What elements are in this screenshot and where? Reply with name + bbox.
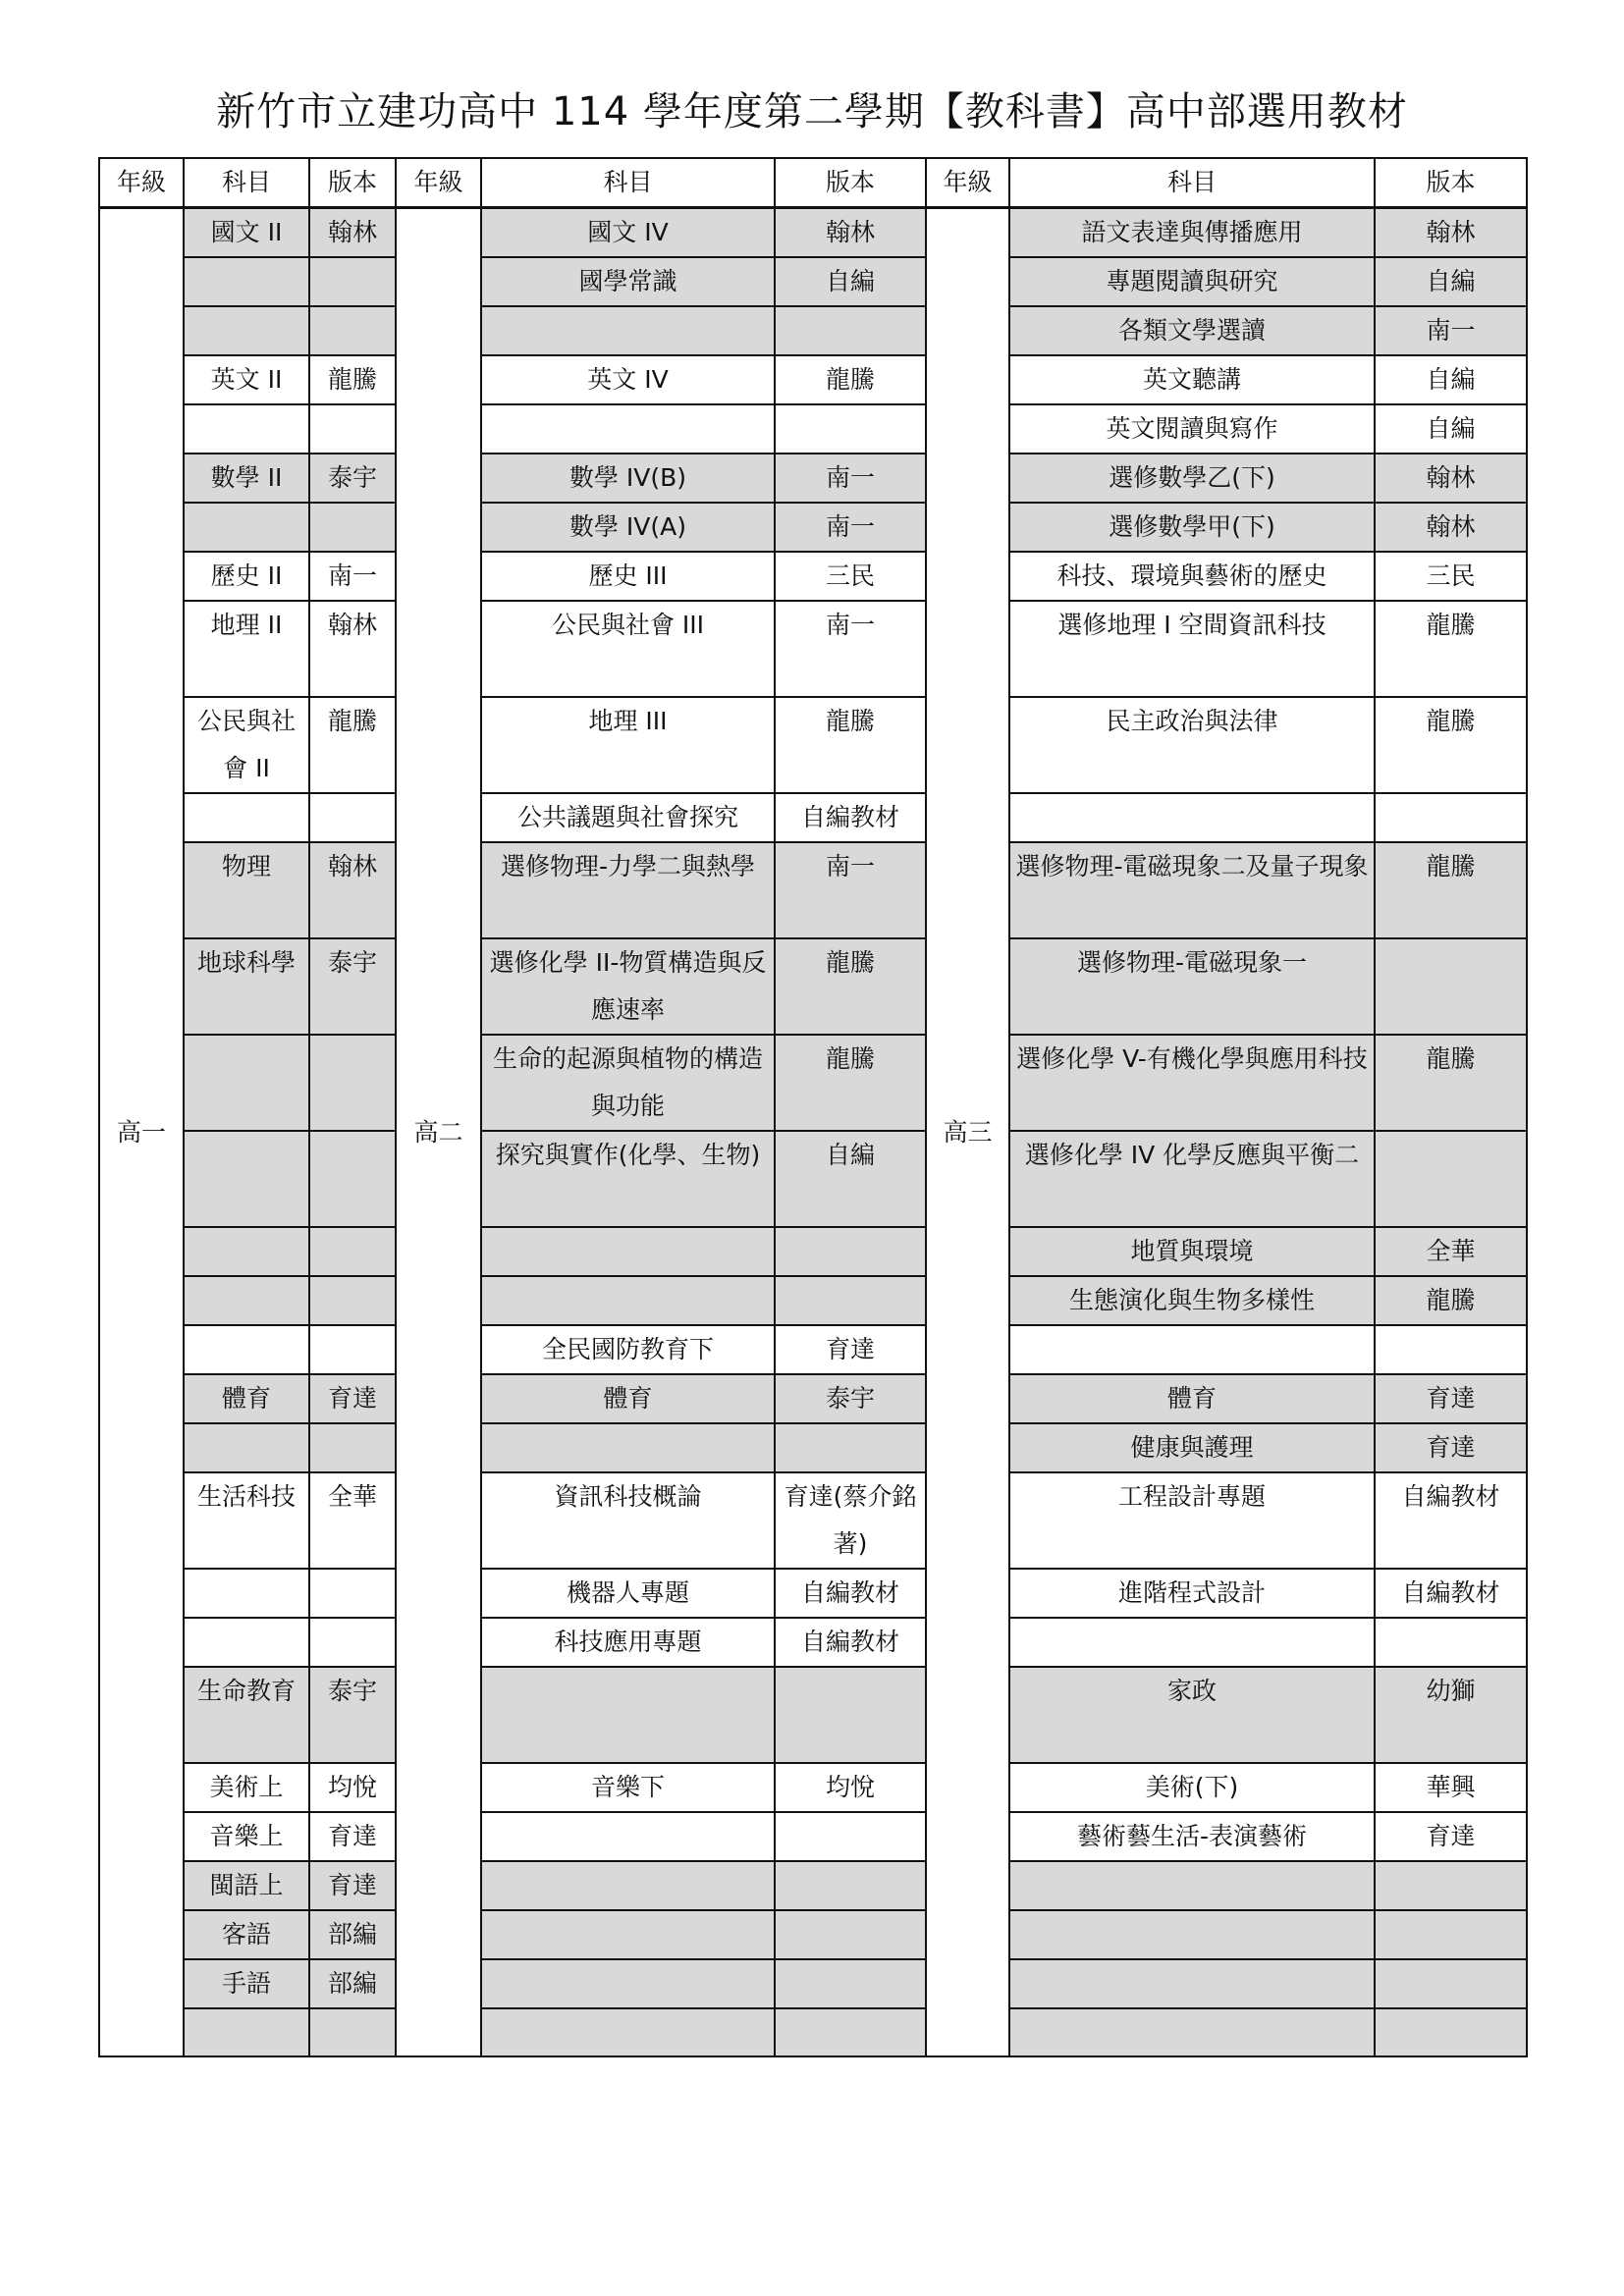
textbook-table: [98, 157, 1528, 2057]
table-row: [99, 208, 1527, 258]
publisher-cell: 南一: [775, 503, 926, 552]
publisher-cell: 泰宇: [775, 1374, 926, 1423]
table-row: [99, 355, 1527, 404]
publisher-cell: [1375, 938, 1527, 1035]
subject-cell: 體育: [184, 1374, 309, 1423]
subject-cell: [1009, 2008, 1375, 2056]
publisher-cell: 育達(蔡介銘著): [775, 1472, 926, 1569]
publisher-cell: 龍騰: [1375, 1276, 1527, 1325]
publisher-cell: 幼獅: [1375, 1667, 1527, 1763]
publisher-cell: 自編: [775, 257, 926, 306]
publisher-cell: 龍騰: [775, 938, 926, 1035]
subject-cell: 國文 II: [184, 208, 309, 258]
subject-cell: [184, 1569, 309, 1618]
subject-cell: 機器人專題: [481, 1569, 775, 1618]
publisher-cell: 翰林: [1375, 503, 1527, 552]
grade-cell: 高三: [926, 208, 1009, 2057]
subject-cell: 客語: [184, 1910, 309, 1959]
publisher-cell: 泰宇: [309, 938, 396, 1035]
publisher-cell: 部編: [309, 1910, 396, 1959]
publisher-cell: 龍騰: [1375, 697, 1527, 793]
publisher-cell: 泰宇: [309, 1667, 396, 1763]
publisher-cell: [1375, 1959, 1527, 2008]
subject-cell: [184, 1276, 309, 1325]
publisher-cell: [1375, 1131, 1527, 1227]
subject-cell: 生活科技: [184, 1472, 309, 1569]
publisher-cell: [1375, 1325, 1527, 1374]
publisher-cell: [1375, 793, 1527, 842]
subject-cell: 選修物理-電磁現象一: [1009, 938, 1375, 1035]
subject-cell: [1009, 793, 1375, 842]
subject-cell: [1009, 1910, 1375, 1959]
subject-cell: 生命的起源與植物的構造與功能: [481, 1035, 775, 1131]
subject-cell: [481, 306, 775, 355]
publisher-cell: 自編教材: [1375, 1472, 1527, 1569]
subject-cell: [1009, 1325, 1375, 1374]
table-row: [99, 306, 1527, 355]
publisher-cell: 育達: [309, 1374, 396, 1423]
table-row: [99, 1472, 1527, 1569]
publisher-cell: [775, 306, 926, 355]
table-row: [99, 793, 1527, 842]
subject-cell: 選修化學 II-物質構造與反應速率: [481, 938, 775, 1035]
table-row: [99, 1763, 1527, 1812]
subject-cell: 公共議題與社會探究: [481, 793, 775, 842]
publisher-cell: 翰林: [1375, 208, 1527, 258]
table-row: [99, 1423, 1527, 1472]
publisher-cell: 育達: [1375, 1812, 1527, 1861]
publisher-cell: 育達: [309, 1812, 396, 1861]
grade-cell: 高一: [99, 208, 184, 2057]
publisher-cell: [775, 1276, 926, 1325]
subject-cell: [184, 1325, 309, 1374]
subject-cell: 國文 IV: [481, 208, 775, 258]
publisher-cell: [775, 2008, 926, 2056]
subject-cell: [481, 1959, 775, 2008]
subject-cell: [184, 1618, 309, 1667]
subject-cell: 語文表達與傳播應用: [1009, 208, 1375, 258]
publisher-cell: 自編教材: [775, 793, 926, 842]
subject-cell: [481, 1861, 775, 1910]
publisher-cell: 自編: [775, 1131, 926, 1227]
publisher-cell: 部編: [309, 1959, 396, 2008]
publisher-cell: 育達: [1375, 1423, 1527, 1472]
subject-cell: 選修物理-電磁現象二及量子現象: [1009, 842, 1375, 938]
subject-cell: [1009, 1861, 1375, 1910]
table-row: [99, 1861, 1527, 1910]
subject-cell: [481, 1667, 775, 1763]
publisher-cell: 自編: [1375, 404, 1527, 454]
publisher-cell: 均悅: [775, 1763, 926, 1812]
subject-cell: 地質與環境: [1009, 1227, 1375, 1276]
publisher-cell: 全華: [1375, 1227, 1527, 1276]
table-row: [99, 454, 1527, 503]
publisher-cell: 翰林: [309, 842, 396, 938]
publisher-cell: 龍騰: [1375, 842, 1527, 938]
header-subject: 科目: [481, 158, 775, 208]
table-body: [99, 208, 1527, 2057]
table-row: [99, 1812, 1527, 1861]
subject-cell: 選修物理-力學二與熱學: [481, 842, 775, 938]
publisher-cell: 自編教材: [1375, 1569, 1527, 1618]
subject-cell: 專題閱讀與研究: [1009, 257, 1375, 306]
publisher-cell: [309, 257, 396, 306]
subject-cell: 數學 II: [184, 454, 309, 503]
table-row: [99, 2008, 1527, 2056]
subject-cell: 資訊科技概論: [481, 1472, 775, 1569]
subject-cell: 選修化學 IV 化學反應與平衡二: [1009, 1131, 1375, 1227]
header-grade: 年級: [396, 158, 481, 208]
publisher-cell: [309, 1227, 396, 1276]
publisher-cell: [309, 1569, 396, 1618]
subject-cell: [1009, 1618, 1375, 1667]
publisher-cell: [309, 404, 396, 454]
publisher-cell: 自編教材: [775, 1618, 926, 1667]
header-row: [99, 158, 1527, 208]
header-subject: 科目: [184, 158, 309, 208]
publisher-cell: [775, 1861, 926, 1910]
publisher-cell: [1375, 2008, 1527, 2056]
table-row: [99, 1959, 1527, 2008]
subject-cell: [184, 2008, 309, 2056]
subject-cell: 民主政治與法律: [1009, 697, 1375, 793]
subject-cell: 藝術藝生活-表演藝術: [1009, 1812, 1375, 1861]
subject-cell: 數學 IV(A): [481, 503, 775, 552]
subject-cell: 音樂上: [184, 1812, 309, 1861]
publisher-cell: 龍騰: [309, 697, 396, 793]
publisher-cell: [309, 503, 396, 552]
publisher-cell: 翰林: [1375, 454, 1527, 503]
publisher-cell: 育達: [775, 1325, 926, 1374]
subject-cell: 音樂下: [481, 1763, 775, 1812]
publisher-cell: [309, 1035, 396, 1131]
subject-cell: [481, 404, 775, 454]
publisher-cell: 自編教材: [775, 1569, 926, 1618]
subject-cell: [184, 1227, 309, 1276]
subject-cell: 科技應用專題: [481, 1618, 775, 1667]
table-row: [99, 601, 1527, 697]
subject-cell: [184, 1131, 309, 1227]
publisher-cell: 全華: [309, 1472, 396, 1569]
subject-cell: 地理 III: [481, 697, 775, 793]
publisher-cell: 南一: [775, 454, 926, 503]
table-row: [99, 1618, 1527, 1667]
publisher-cell: 龍騰: [775, 355, 926, 404]
header-grade: 年級: [926, 158, 1009, 208]
header-subject: 科目: [1009, 158, 1375, 208]
document-title: 新竹市立建功高中 114 學年度第二學期【教科書】高中部選用教材: [216, 89, 1408, 134]
subject-cell: 公民與社會 III: [481, 601, 775, 697]
table-row: [99, 257, 1527, 306]
subject-cell: [184, 503, 309, 552]
subject-cell: [481, 1276, 775, 1325]
publisher-cell: [775, 1910, 926, 1959]
subject-cell: [481, 1423, 775, 1472]
publisher-cell: [775, 1227, 926, 1276]
subject-cell: 美術上: [184, 1763, 309, 1812]
table-row: [99, 1374, 1527, 1423]
publisher-cell: 南一: [775, 842, 926, 938]
table-row: [99, 1276, 1527, 1325]
subject-cell: [184, 257, 309, 306]
header-publisher: 版本: [309, 158, 396, 208]
publisher-cell: [309, 306, 396, 355]
publisher-cell: 翰林: [309, 208, 396, 258]
table-row: [99, 552, 1527, 601]
table-row: [99, 1131, 1527, 1227]
header-publisher: 版本: [775, 158, 926, 208]
subject-cell: 英文 IV: [481, 355, 775, 404]
subject-cell: 英文閱讀與寫作: [1009, 404, 1375, 454]
publisher-cell: [775, 404, 926, 454]
subject-cell: 國學常識: [481, 257, 775, 306]
publisher-cell: 三民: [1375, 552, 1527, 601]
subject-cell: 各類文學選讀: [1009, 306, 1375, 355]
subject-cell: [184, 1035, 309, 1131]
publisher-cell: 育達: [1375, 1374, 1527, 1423]
subject-cell: 家政: [1009, 1667, 1375, 1763]
subject-cell: 工程設計專題: [1009, 1472, 1375, 1569]
subject-cell: 選修數學甲(下): [1009, 503, 1375, 552]
publisher-cell: [309, 1131, 396, 1227]
subject-cell: 選修化學 V-有機化學與應用科技: [1009, 1035, 1375, 1131]
subject-cell: [184, 1423, 309, 1472]
subject-cell: 歷史 III: [481, 552, 775, 601]
subject-cell: 英文聽講: [1009, 355, 1375, 404]
header-grade: 年級: [99, 158, 184, 208]
subject-cell: 公民與社會 II: [184, 697, 309, 793]
subject-cell: [481, 2008, 775, 2056]
publisher-cell: 華興: [1375, 1763, 1527, 1812]
table-row: [99, 404, 1527, 454]
publisher-cell: 自編: [1375, 257, 1527, 306]
subject-cell: 體育: [481, 1374, 775, 1423]
publisher-cell: 龍騰: [775, 1035, 926, 1131]
publisher-cell: 龍騰: [1375, 1035, 1527, 1131]
publisher-cell: 龍騰: [1375, 601, 1527, 697]
table-row: [99, 1325, 1527, 1374]
subject-cell: 科技、環境與藝術的歷史: [1009, 552, 1375, 601]
publisher-cell: 自編: [1375, 355, 1527, 404]
publisher-cell: 三民: [775, 552, 926, 601]
publisher-cell: [309, 1325, 396, 1374]
subject-cell: 歷史 II: [184, 552, 309, 601]
subject-cell: 體育: [1009, 1374, 1375, 1423]
subject-cell: 生命教育: [184, 1667, 309, 1763]
publisher-cell: 育達: [309, 1861, 396, 1910]
subject-cell: [481, 1227, 775, 1276]
header-publisher: 版本: [1375, 158, 1527, 208]
subject-cell: 地球科學: [184, 938, 309, 1035]
grade-cell: 高二: [396, 208, 481, 2057]
subject-cell: [481, 1812, 775, 1861]
publisher-cell: 南一: [775, 601, 926, 697]
publisher-cell: [1375, 1861, 1527, 1910]
publisher-cell: 龍騰: [775, 697, 926, 793]
publisher-cell: 泰宇: [309, 454, 396, 503]
publisher-cell: [309, 793, 396, 842]
table-row: [99, 697, 1527, 793]
publisher-cell: [775, 1423, 926, 1472]
subject-cell: [184, 793, 309, 842]
table-row: [99, 1227, 1527, 1276]
subject-cell: 健康與護理: [1009, 1423, 1375, 1472]
subject-cell: 探究與實作(化學、生物): [481, 1131, 775, 1227]
subject-cell: 進階程式設計: [1009, 1569, 1375, 1618]
subject-cell: 選修數學乙(下): [1009, 454, 1375, 503]
subject-cell: [184, 404, 309, 454]
subject-cell: 美術(下): [1009, 1763, 1375, 1812]
table-row: [99, 503, 1527, 552]
subject-cell: 數學 IV(B): [481, 454, 775, 503]
publisher-cell: [309, 1618, 396, 1667]
table-row: [99, 1035, 1527, 1131]
publisher-cell: [775, 1812, 926, 1861]
subject-cell: 手語: [184, 1959, 309, 2008]
subject-cell: [184, 306, 309, 355]
publisher-cell: [1375, 1910, 1527, 1959]
subject-cell: 全民國防教育下: [481, 1325, 775, 1374]
table-row: [99, 938, 1527, 1035]
table-row: [99, 1569, 1527, 1618]
table-row: [99, 1910, 1527, 1959]
publisher-cell: [309, 2008, 396, 2056]
publisher-cell: 南一: [1375, 306, 1527, 355]
table-row: [99, 842, 1527, 938]
publisher-cell: [309, 1276, 396, 1325]
subject-cell: 物理: [184, 842, 309, 938]
publisher-cell: 均悅: [309, 1763, 396, 1812]
publisher-cell: [1375, 1618, 1527, 1667]
table-row: [99, 1667, 1527, 1763]
publisher-cell: 翰林: [775, 208, 926, 258]
subject-cell: [1009, 1959, 1375, 2008]
subject-cell: 生態演化與生物多樣性: [1009, 1276, 1375, 1325]
publisher-cell: [775, 1667, 926, 1763]
publisher-cell: 龍騰: [309, 355, 396, 404]
subject-cell: 閩語上: [184, 1861, 309, 1910]
subject-cell: 英文 II: [184, 355, 309, 404]
publisher-cell: 南一: [309, 552, 396, 601]
publisher-cell: [775, 1959, 926, 2008]
publisher-cell: 翰林: [309, 601, 396, 697]
subject-cell: [481, 1910, 775, 1959]
publisher-cell: [309, 1423, 396, 1472]
subject-cell: 選修地理 I 空間資訊科技: [1009, 601, 1375, 697]
subject-cell: 地理 II: [184, 601, 309, 697]
